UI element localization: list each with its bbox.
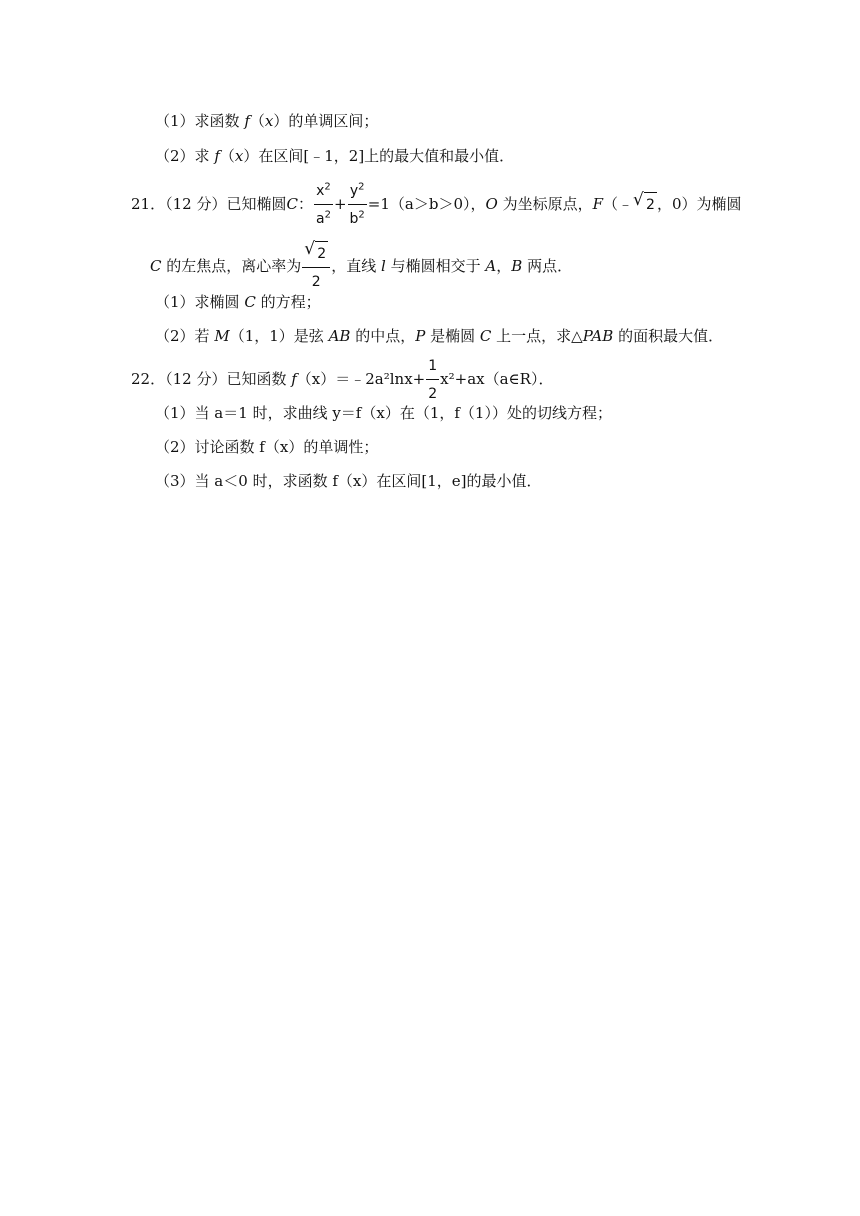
q21-origin: 为坐标原点， (502, 195, 593, 213)
q20-part1-text: （1）求函数 (155, 112, 240, 130)
q20-part2: （2）求 f（x）在区间[﹣1，2]上的最大值和最小值． (155, 147, 515, 165)
q22-equation-tail: x²+ax（a∈R）． (440, 370, 554, 388)
q21-part1: （1）求椭圆 C 的方程； (155, 293, 321, 311)
q20-part2-text: （2）求 (155, 147, 210, 165)
q22-part3: （3）当 a＜0 时，求函数 f（x）在区间[1，e]的最小值． (155, 472, 542, 490)
ellipse-y-fraction: $\frac{y^2}{b^2}$ (348, 180, 367, 230)
q21-part2-midpoint: 的中点， (355, 327, 416, 345)
q21-stem-line1: 21．（12 分）已知椭圆C： $\frac{x^2}{a^2}$ + $\frac{y^2}{b^2}$ =1（a＞b＞0），O 为坐标原点，F（﹣ √ 2 ，0）为椭圆 (131, 180, 742, 230)
q21-stem-line2: C 的左焦点，离心率为 √ 2 2 ，直线 l 与椭圆相交于 A，B 两点． (150, 241, 572, 293)
q22-part1: （1）当 a＝1 时，求曲线 y＝f（x）在（1，f（1））处的切线方程； (155, 404, 612, 422)
q22-number: 22． (131, 370, 166, 388)
q22-intro: 已知函数 (226, 370, 287, 388)
q21-part2-mid: （1，1）是弦 (229, 327, 324, 345)
q21-part2-triangle: 上一点，求△ (496, 327, 583, 345)
q20-part1: （1）求函数 f（x）的单调区间； (155, 112, 379, 130)
q21-part2: （2）若 M（1，1）是弦 AB 的中点，P 是椭圆 C 上一点，求△PAB 的面积最大值． (155, 327, 724, 345)
q21-focus-close: ，0）为椭圆 (656, 195, 742, 213)
q21-points-text: 两点． (527, 257, 573, 275)
q21-part2-tail: 的面积最大值． (618, 327, 724, 345)
q20-part1-tail: 的单调区间； (288, 112, 379, 130)
q21-line-label: ，直线 (331, 257, 377, 275)
q21-part2-text: （2）若 (155, 327, 210, 345)
q21-score: （12 分） (165, 195, 227, 213)
q21-eccentricity-label: 的左焦点，离心率为 (166, 257, 302, 275)
eccentricity-fraction: √ 2 2 (302, 241, 330, 293)
q20-part2-tail: 在区间[﹣1，2]上的最大值和最小值． (258, 147, 515, 165)
q21-part1-text: （1）求椭圆 (155, 293, 240, 311)
q21-condition: =1（a＞b＞0）， (367, 195, 486, 213)
q21-number: 21． (131, 195, 166, 213)
q21-intersect-text: 与椭圆相交于 (390, 257, 481, 275)
q22-stem: 22．（12 分）已知函数 f（x）＝﹣2a²lnx+ $\frac{1}{2}$ x²+ax（a∈R）． (131, 355, 553, 405)
q21-part1-tail: 的方程； (260, 293, 321, 311)
q22-equation: （x）＝﹣2a²lnx+ (296, 370, 426, 388)
q21-focus-open: （﹣ (603, 195, 634, 213)
q21-part2-point: 是椭圆 (430, 327, 476, 345)
q22-score: （12 分） (165, 370, 227, 388)
q22-part2: （2）讨论函数 f（x）的单调性； (155, 438, 379, 456)
ellipse-x-fraction: $\frac{x^2}{a^2}$ (314, 180, 333, 230)
q21-intro: 已知椭圆 (226, 195, 287, 213)
sqrt2-symbol: √ 2 (633, 192, 657, 216)
half-fraction: $\frac{1}{2}$ (426, 355, 439, 405)
